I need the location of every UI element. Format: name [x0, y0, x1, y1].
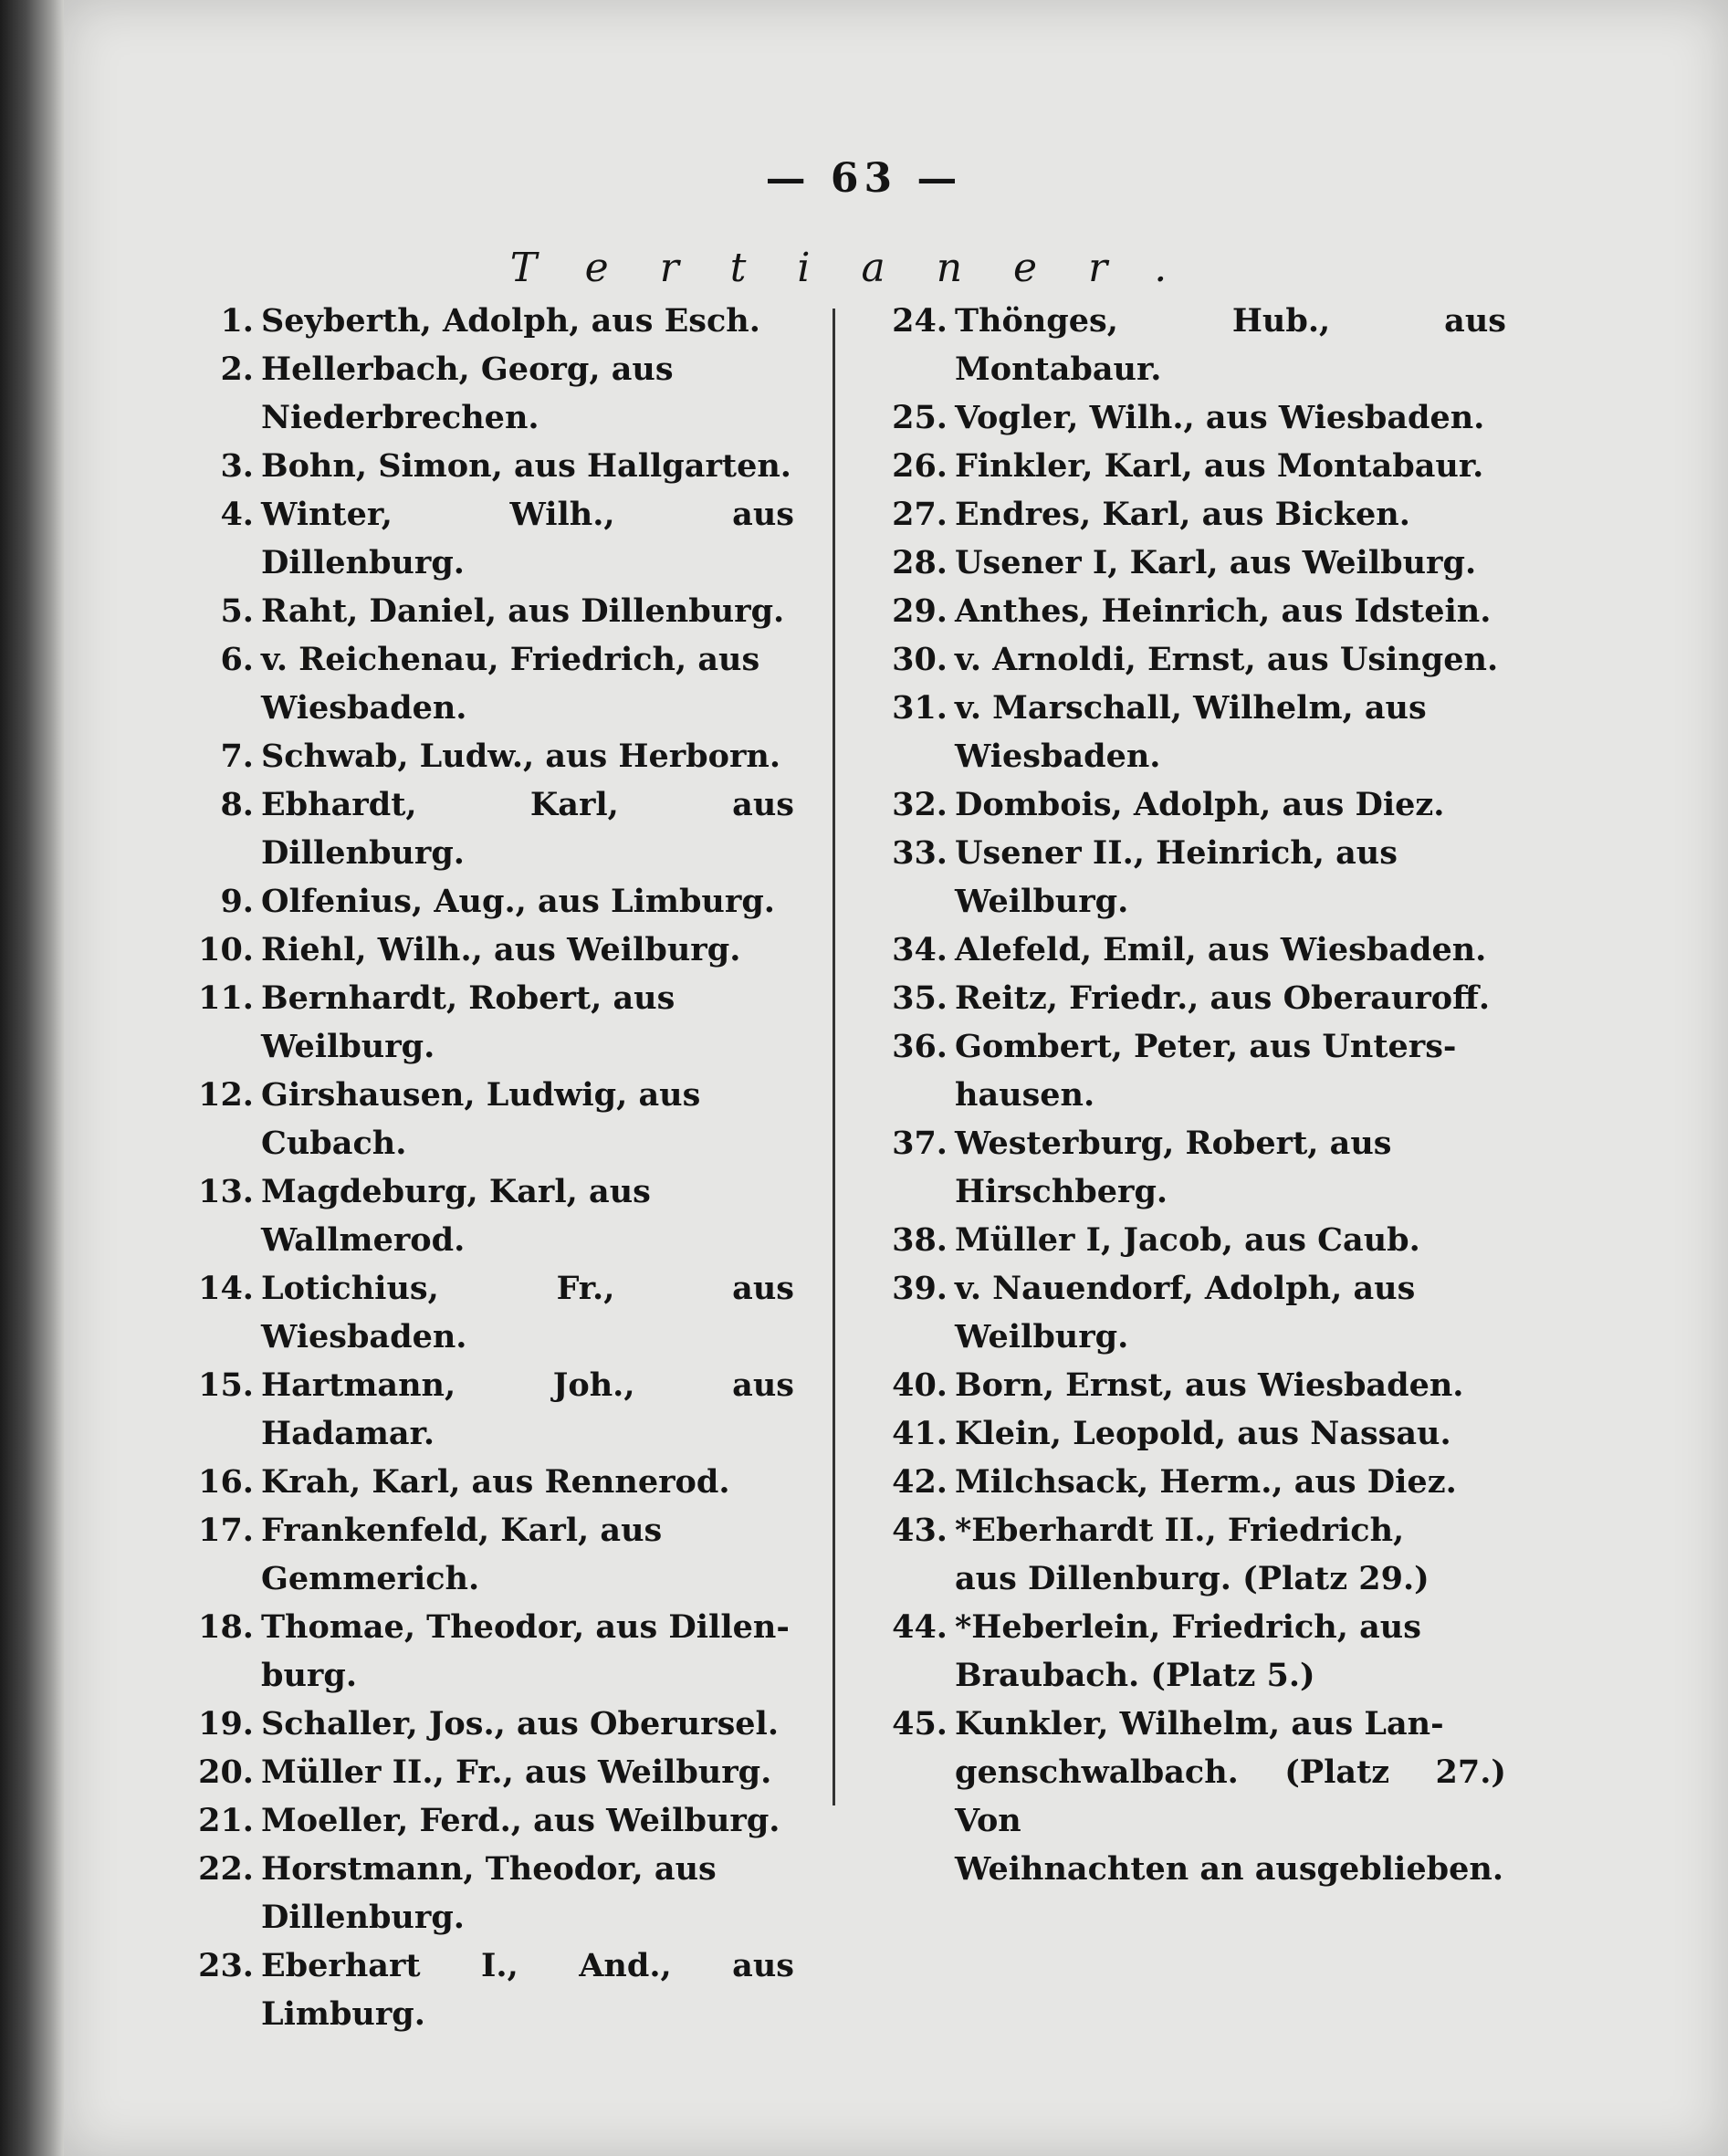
entry-text: Krah, Karl, aus Rennerod. — [261, 1463, 730, 1501]
section-title: Tertianer. — [509, 245, 1219, 291]
entry-text: Klein, Leopold, aus Nassau. — [955, 1415, 1451, 1452]
entry-first-line — [867, 1119, 1506, 1167]
entry-number: 29. — [892, 592, 948, 630]
list-item — [173, 780, 794, 877]
entry-text: Seyberth, Adolph, aus Esch. — [261, 302, 760, 340]
left-column — [173, 297, 794, 2038]
entry-first-line — [867, 490, 1506, 539]
entry-first-line — [173, 1167, 794, 1216]
column-divider — [833, 309, 835, 1805]
entry-text: Lotichius, Fr., aus Wiesbaden. — [261, 1270, 794, 1355]
right-column — [867, 297, 1506, 1893]
entry-number: 36. — [892, 1028, 948, 1065]
entry-number: 33. — [892, 834, 948, 872]
entry-text: Eberhart I., And., aus Limburg. — [261, 1947, 794, 2033]
list-item — [867, 974, 1506, 1022]
list-item — [173, 1748, 794, 1796]
entry-first-line — [867, 926, 1506, 974]
entry-first-line — [173, 297, 794, 345]
entry-first-line — [867, 780, 1506, 829]
entry-number: 11. — [198, 979, 254, 1017]
list-item — [867, 587, 1506, 635]
entry-first-line — [173, 732, 794, 780]
entry-number: 5. — [220, 592, 254, 630]
entry-text: v. Nauendorf, Adolph, aus — [955, 1270, 1416, 1307]
entry-number: 6. — [220, 641, 254, 678]
entry-first-line — [173, 345, 794, 393]
entry-text: Schwab, Ludw., aus Herborn. — [261, 738, 781, 775]
list-item — [867, 1119, 1506, 1216]
entry-number: 35. — [892, 979, 948, 1017]
entry-text: v. Marschall, Wilhelm, aus — [955, 689, 1427, 727]
list-item — [173, 1506, 794, 1603]
list-item — [867, 539, 1506, 587]
entry-number: 42. — [892, 1463, 948, 1501]
entry-continuation: Braubach. (Platz 5.) — [955, 1657, 1315, 1694]
list-item — [173, 490, 794, 587]
entry-text: Thönges, Hub., aus Montabaur. — [955, 302, 1506, 388]
list-item — [867, 1506, 1506, 1603]
entry-number: 26. — [892, 447, 948, 485]
entry-continuation: Wiesbaden. — [955, 738, 1161, 775]
entry-number: 45. — [892, 1705, 948, 1743]
entry-continuation: Cubach. — [261, 1125, 407, 1162]
list-item — [867, 297, 1506, 393]
entry-number: 12. — [198, 1076, 254, 1114]
entry-number: 39. — [892, 1270, 948, 1307]
entry-text: Müller II., Fr., aus Weilburg. — [261, 1753, 772, 1791]
entry-continuation: genschwalbach. (Platz 27.) Von — [955, 1753, 1506, 1839]
entry-text: Hartmann, Joh., aus Hadamar. — [261, 1366, 794, 1452]
list-item — [867, 684, 1506, 780]
entry-first-line — [173, 1506, 794, 1554]
entry-text: Olfenius, Aug., aus Limburg. — [261, 883, 775, 920]
entry-number: 1. — [220, 302, 254, 340]
entry-text: Frankenfeld, Karl, aus — [261, 1512, 663, 1549]
list-item — [173, 1167, 794, 1264]
list-item — [867, 1458, 1506, 1506]
entry-text: Milchsack, Herm., aus Diez. — [955, 1463, 1457, 1501]
entry-continuation: Weilburg. — [261, 1028, 435, 1065]
entry-first-line — [867, 684, 1506, 732]
entry-text: Born, Ernst, aus Wiesbaden. — [955, 1366, 1464, 1404]
entry-number: 27. — [892, 496, 948, 533]
list-item — [173, 1845, 794, 1941]
entry-number: 3. — [220, 447, 254, 485]
entry-first-line — [173, 1700, 794, 1748]
entry-text: Vogler, Wilh., aus Wiesbaden. — [955, 399, 1485, 436]
entry-text: Riehl, Wilh., aus Weilburg. — [261, 931, 741, 968]
entry-number: 25. — [892, 399, 948, 436]
list-item — [867, 635, 1506, 684]
entry-number: 37. — [892, 1125, 948, 1162]
entry-continuation: Wallmerod. — [261, 1221, 466, 1259]
entry-text: Girshausen, Ludwig, aus — [261, 1076, 701, 1114]
entry-text: Finkler, Karl, aus Montabaur. — [955, 447, 1484, 485]
entry-number: 17. — [198, 1512, 254, 1549]
entry-first-line — [867, 587, 1506, 635]
list-item — [867, 1409, 1506, 1458]
list-item — [867, 442, 1506, 490]
entry-number: 13. — [198, 1173, 254, 1210]
entry-text: *Heberlein, Friedrich, aus — [955, 1608, 1421, 1646]
entry-first-line — [173, 974, 794, 1022]
entry-text: Horstmann, Theodor, aus — [261, 1850, 717, 1888]
list-item — [173, 1264, 794, 1361]
entry-text: Dombois, Adolph, aus Diez. — [955, 786, 1445, 823]
entry-continuation: hausen. — [955, 1076, 1095, 1114]
entry-first-line — [173, 442, 794, 490]
list-item — [867, 1022, 1506, 1119]
entry-first-line — [173, 780, 794, 877]
entry-first-line — [173, 877, 794, 926]
entry-first-line — [867, 297, 1506, 393]
entry-first-line — [867, 829, 1506, 877]
entry-continuation: Gemmerich. — [261, 1560, 480, 1597]
list-item — [867, 1264, 1506, 1361]
entry-continuation: Weihnachten an ausgeblieben. — [955, 1850, 1503, 1888]
entry-first-line — [173, 1264, 794, 1361]
list-item — [867, 1700, 1506, 1893]
entry-first-line — [173, 1796, 794, 1845]
entry-number: 14. — [198, 1270, 254, 1307]
entry-first-line — [173, 1845, 794, 1893]
list-item — [173, 732, 794, 780]
list-item — [173, 297, 794, 345]
entry-first-line — [867, 1216, 1506, 1264]
entry-continuation: aus Dillenburg. (Platz 29.) — [955, 1560, 1430, 1597]
list-item — [173, 345, 794, 442]
list-item — [173, 1941, 794, 2038]
list-item — [867, 829, 1506, 926]
list-item — [173, 635, 794, 732]
entry-first-line — [173, 1941, 794, 2038]
entry-continuation: Weilburg. — [955, 1318, 1129, 1355]
list-item — [173, 1071, 794, 1167]
page-number: — 63 — — [765, 155, 963, 202]
entry-first-line — [173, 587, 794, 635]
list-item — [867, 1216, 1506, 1264]
entry-continuation: Weilburg. — [955, 883, 1129, 920]
entry-first-line — [867, 539, 1506, 587]
entry-number: 20. — [198, 1753, 254, 1791]
book-binding-edge — [0, 0, 64, 2156]
entry-number: 41. — [892, 1415, 948, 1452]
entry-text: Magdeburg, Karl, aus — [261, 1173, 651, 1210]
entry-text: Westerburg, Robert, aus — [955, 1125, 1392, 1162]
entry-first-line — [173, 490, 794, 587]
list-item — [867, 1361, 1506, 1409]
entry-text: Winter, Wilh., aus Dillenburg. — [261, 496, 794, 581]
entry-number: 8. — [220, 786, 254, 823]
entry-number: 38. — [892, 1221, 948, 1259]
entry-number: 23. — [198, 1947, 254, 1984]
entry-first-line — [867, 393, 1506, 442]
entry-text: Hellerbach, Georg, aus — [261, 351, 674, 388]
entry-number: 22. — [198, 1850, 254, 1888]
entry-number: 9. — [220, 883, 254, 920]
list-item — [173, 974, 794, 1071]
entry-number: 15. — [198, 1366, 254, 1404]
entry-first-line — [867, 1458, 1506, 1506]
entry-continuation: Niederbrechen. — [261, 399, 539, 436]
entry-first-line — [173, 926, 794, 974]
entry-first-line — [867, 974, 1506, 1022]
entry-text: Raht, Daniel, aus Dillenburg. — [261, 592, 785, 630]
list-item — [173, 587, 794, 635]
list-item — [867, 780, 1506, 829]
entry-number: 21. — [198, 1802, 254, 1839]
entry-number: 40. — [892, 1366, 948, 1404]
entry-text: *Eberhardt II., Friedrich, — [955, 1512, 1405, 1549]
list-item — [173, 442, 794, 490]
entry-continuation: Hirschberg. — [955, 1173, 1168, 1210]
entry-text: Gombert, Peter, aus Unters- — [955, 1028, 1457, 1065]
entry-text: Reitz, Friedr., aus Oberauroff. — [955, 979, 1491, 1017]
entry-first-line — [173, 1361, 794, 1458]
list-item — [173, 1361, 794, 1458]
entry-number: 18. — [198, 1608, 254, 1646]
entry-number: 19. — [198, 1705, 254, 1743]
entry-first-line — [867, 1409, 1506, 1458]
list-item — [173, 1458, 794, 1506]
entry-text: Usener I, Karl, aus Weilburg. — [955, 544, 1477, 581]
list-item — [173, 1796, 794, 1845]
list-item — [867, 926, 1506, 974]
entry-text: Bernhardt, Robert, aus — [261, 979, 675, 1017]
entry-text: Ebhardt, Karl, aus Dillenburg. — [261, 786, 794, 872]
entry-first-line — [867, 1603, 1506, 1651]
entry-first-line — [867, 1264, 1506, 1313]
entry-continuation: burg. — [261, 1657, 358, 1694]
entry-continuation: Dillenburg. — [261, 1899, 465, 1936]
entry-first-line — [867, 1361, 1506, 1409]
list-item — [173, 1700, 794, 1748]
entry-text: Alefeld, Emil, aus Wiesbaden. — [955, 931, 1487, 968]
entry-text: Bohn, Simon, aus Hallgarten. — [261, 447, 791, 485]
entry-first-line — [173, 635, 794, 684]
entry-number: 4. — [220, 496, 254, 533]
entry-continuation: Wiesbaden. — [261, 689, 467, 727]
entry-number: 28. — [892, 544, 948, 581]
list-item — [867, 393, 1506, 442]
entry-first-line — [867, 442, 1506, 490]
entry-number: 34. — [892, 931, 948, 968]
entry-number: 24. — [892, 302, 948, 340]
entry-number: 16. — [198, 1463, 254, 1501]
entry-number: 2. — [220, 351, 254, 388]
entry-first-line — [867, 1700, 1506, 1748]
entry-text: v. Reichenau, Friedrich, aus — [261, 641, 760, 678]
entry-number: 31. — [892, 689, 948, 727]
entry-number: 7. — [220, 738, 254, 775]
entry-text: Moeller, Ferd., aus Weilburg. — [261, 1802, 780, 1839]
entry-text: Müller I, Jacob, aus Caub. — [955, 1221, 1420, 1259]
list-item — [173, 1603, 794, 1700]
list-item — [867, 490, 1506, 539]
entry-first-line — [173, 1458, 794, 1506]
entry-text: Kunkler, Wilhelm, aus Lan- — [955, 1705, 1444, 1743]
entry-number: 30. — [892, 641, 948, 678]
list-item — [867, 1603, 1506, 1700]
entry-first-line — [867, 1022, 1506, 1071]
list-item — [173, 926, 794, 974]
entry-first-line — [867, 635, 1506, 684]
entry-number: 10. — [198, 931, 254, 968]
entry-text: Anthes, Heinrich, aus Idstein. — [955, 592, 1492, 630]
entry-text: Endres, Karl, aus Bicken. — [955, 496, 1410, 533]
entry-number: 43. — [892, 1512, 948, 1549]
entry-text: Thomae, Theodor, aus Dillen- — [261, 1608, 790, 1646]
entry-text: v. Arnoldi, Ernst, aus Usingen. — [955, 641, 1499, 678]
entry-first-line — [867, 1506, 1506, 1554]
entry-number: 32. — [892, 786, 948, 823]
entry-text: Schaller, Jos., aus Oberursel. — [261, 1705, 780, 1743]
entry-first-line — [173, 1748, 794, 1796]
list-item — [173, 877, 794, 926]
entry-first-line — [173, 1603, 794, 1651]
entry-number: 44. — [892, 1608, 948, 1646]
entry-first-line — [173, 1071, 794, 1119]
entry-text: Usener II., Heinrich, aus — [955, 834, 1398, 872]
